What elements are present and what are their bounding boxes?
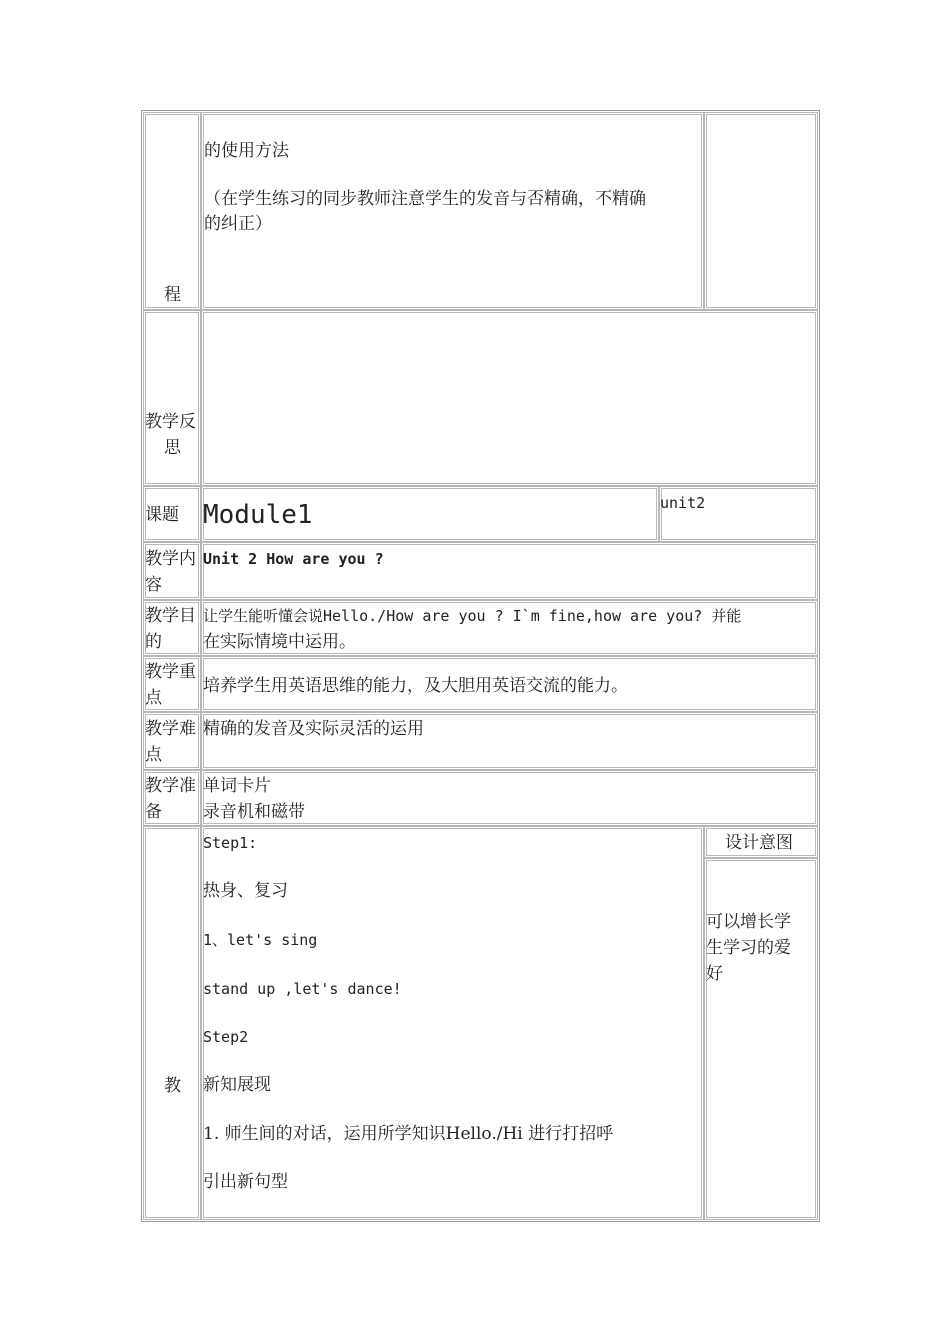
teach-label: 教 [164,1076,181,1096]
focus-label-line-2: 点 [145,688,162,708]
prep-item-2: 录音机和磁带 [203,802,305,822]
process-label-cell [143,112,201,310]
teach-step-4: stand up ,let's dance! [203,980,402,998]
topic-module: Module1 [203,500,313,530]
prep-item-1: 单词卡片 [203,776,271,796]
content-text: Unit 2 How are you ? [203,550,384,568]
goal-label-line-1: 教学目 [145,606,196,626]
difficulty-text: 精确的发音及实际灵活的运用 [203,719,424,739]
process-note-cell [704,112,818,310]
teach-step-2: 热身、复习 [203,881,288,901]
process-line-1: 的使用方法 [204,141,289,161]
content-label-line-2: 容 [145,575,162,595]
prep-label-line-2: 备 [145,802,162,822]
design-header: 设计意图 [725,833,793,853]
reflection-content-cell [201,310,818,486]
focus-text: 培养学生用英语思维的能力，及大胆用英语交流的能力。 [203,676,628,696]
reflection-label-line-1: 教学反 [145,412,196,432]
process-line-2: （在学生练习的同步教师注意学生的发音与否精确，不精确 [204,189,646,209]
design-line-1: 可以增长学 [706,912,791,932]
goal-text-line-1: 让学生能听懂会说Hello./How are you ? I`m fine,how are you? 并能 [203,607,742,625]
focus-label-line-1: 教学重 [145,662,196,682]
difficulty-label-line-1: 教学难 [145,719,196,739]
teach-step-1: Step1: [203,834,258,852]
process-label: 程 [164,285,181,305]
prep-label-line-1: 教学准 [145,776,196,796]
content-label-line-1: 教学内 [145,549,196,569]
teach-step-7: 1. 师生间的对话，运用所学知识Hello./Hi 进行打招呼 [203,1124,614,1144]
reflection-label-line-2: 思 [164,438,181,458]
topic-unit: unit2 [660,494,706,512]
design-line-2: 生学习的爱 [706,938,791,958]
teach-label-cell [143,826,201,1220]
teach-step-3: 1、let's sing [203,931,318,949]
teach-step-6: 新知展现 [203,1075,271,1095]
topic-label: 课题 [145,505,179,525]
teach-step-8: 引出新句型 [203,1172,288,1192]
teach-step-5: Step2 [203,1028,249,1046]
design-line-3: 好 [706,964,723,984]
goal-text-line-2: 在实际情境中运用。 [203,632,356,652]
difficulty-label-line-2: 点 [145,745,162,765]
process-line-3: 的纠正） [204,214,272,234]
goal-label-line-2: 的 [145,632,162,652]
